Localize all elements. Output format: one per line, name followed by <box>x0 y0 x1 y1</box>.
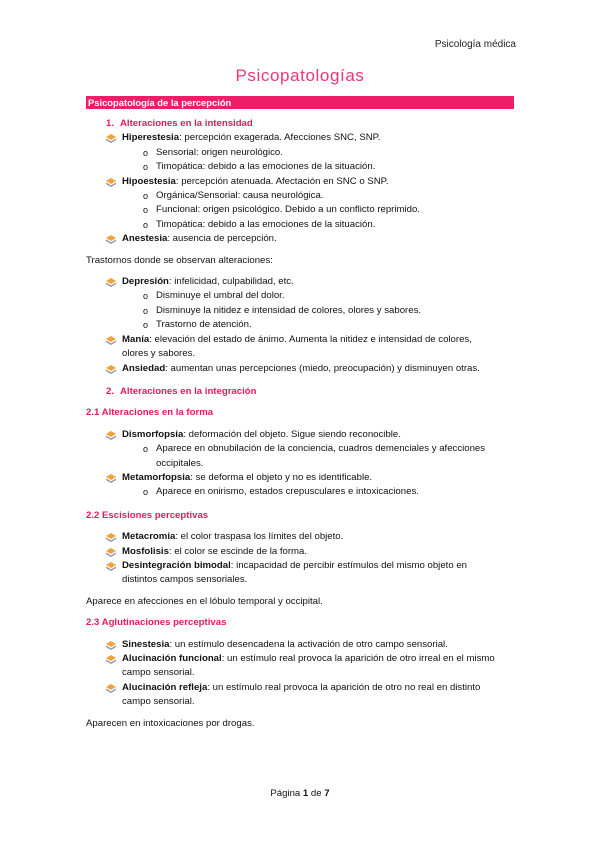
sub-item-continued: occipitales. <box>156 457 204 469</box>
circle-bullet-icon: o <box>143 305 149 316</box>
definition: : aumentan unas percepciones (miedo, preocupación) y disminuyen otras. <box>165 362 480 374</box>
term: Hipoestesia <box>122 175 176 187</box>
footer-prefix: Página <box>270 788 303 799</box>
definition-continued: campo sensorial. <box>122 667 195 679</box>
circle-bullet-icon: o <box>143 147 149 158</box>
book-bullet-icon <box>106 684 116 693</box>
term: Alucinación refleja <box>122 681 208 693</box>
definition: : el color se escinde de la forma. <box>168 545 308 557</box>
definition: : infelicidad, culpabilidad, etc. <box>168 276 294 288</box>
circle-bullet-icon: o <box>143 205 149 216</box>
term: Mosfolisis <box>122 545 169 557</box>
circle-bullet-icon: o <box>143 219 149 230</box>
book-bullet-icon <box>106 278 116 287</box>
definition: : deformación del objeto. Sigue siendo reconocible. <box>183 428 401 440</box>
definition: : percepción atenuada. Afectación en SNC o SNP. <box>175 175 389 187</box>
term: Ansiedad <box>122 362 166 374</box>
numbered-heading-2 <box>86 385 516 399</box>
term: Dismorfopsia <box>122 428 184 440</box>
definition-continued: campo sensorial. <box>122 696 195 708</box>
circle-bullet-icon: o <box>143 191 149 202</box>
sub-item <box>86 189 516 203</box>
list-item-alucinacion-funcional <box>86 652 516 666</box>
definition: : un estímulo real provoca la aparición de otro irreal en el mismo <box>221 653 495 664</box>
paragraph: Trastornos donde se observan alteraciones: <box>86 254 273 266</box>
definition: : elevación del estado de ánimo. Aumenta la nitidez e intensidad de colores, <box>149 333 472 345</box>
term: Metacromia <box>122 531 176 543</box>
sub-item-text: Aparece en obnubilación de la conciencia, cuadros demenciales y afecciones <box>156 443 486 455</box>
sub-item <box>86 218 516 232</box>
list-item-hipoestesia <box>86 175 516 189</box>
sub-item-text: Funcional: origen psicológico. Debido a un conflicto reprimido. <box>156 204 420 216</box>
book-bullet-icon <box>106 336 116 345</box>
sub-item <box>86 442 516 456</box>
term: Hiperestesia <box>122 132 180 144</box>
heading-label: Alteraciones en la integración <box>120 385 257 397</box>
sub-item <box>86 485 516 499</box>
sub-item <box>86 203 516 217</box>
circle-bullet-icon: o <box>143 162 149 173</box>
sub-item-text: Orgánica/Sensorial: causa neurológica. <box>156 190 324 202</box>
numbered-heading-1 <box>86 117 516 131</box>
term: Depresión <box>122 276 169 288</box>
book-bullet-icon <box>106 431 116 440</box>
sub-item <box>86 289 516 303</box>
book-bullet-icon <box>106 365 116 374</box>
list-item-mania <box>86 333 516 347</box>
definition: : un estímulo desencadena la activación de otro campo sensorial. <box>169 638 448 650</box>
subheading-2-1: 2.1 Alteraciones en la forma <box>86 407 214 419</box>
definition-continued: distintos campos sensoriales. <box>122 574 248 586</box>
sub-item-text: Timopática: debido a las emociones de la situación. <box>156 161 376 173</box>
subheading-2-2: 2.2 Escisiones perceptivas <box>86 509 209 521</box>
book-bullet-icon <box>106 562 116 571</box>
book-bullet-icon <box>106 235 116 244</box>
term: Metamorfopsia <box>122 471 191 483</box>
definition: : se deforma el objeto y no es identificable. <box>190 471 373 483</box>
sub-item-text: Disminuye el umbral del dolor. <box>156 290 285 302</box>
document-body <box>86 117 516 731</box>
heading-number: 2. <box>106 385 115 397</box>
term: Sinestesia <box>122 638 170 650</box>
list-item-alucinacion-refleja <box>86 681 516 695</box>
definition: : un estímulo real provoca la aparición de otro no real en distinto <box>207 681 481 693</box>
sub-item-text: Disminuye la nitidez e intensidad de colores, olores y sabores. <box>156 304 422 316</box>
list-item-ansiedad <box>86 362 516 376</box>
total-pages-number: 7 <box>324 788 330 799</box>
sub-item <box>86 318 516 332</box>
heading-label: Alteraciones en la intensidad <box>120 118 253 129</box>
definition-continued: olores y sabores. <box>122 348 196 360</box>
definition: : incapacidad de percibir estímulos del mismo objeto en <box>230 559 467 571</box>
page-title: Psicopatologías <box>235 66 365 85</box>
circle-bullet-icon: o <box>143 444 149 455</box>
term: Manía <box>122 333 150 345</box>
circle-bullet-icon: o <box>143 291 149 302</box>
list-item-sinestesia <box>86 638 516 652</box>
list-item-metacromia <box>86 530 516 544</box>
list-item-metamorfopsia <box>86 471 516 485</box>
book-bullet-icon <box>106 134 116 143</box>
sub-item <box>86 160 516 174</box>
circle-bullet-icon: o <box>143 320 149 331</box>
term: Anestesia <box>122 233 168 245</box>
page-footer <box>0 788 600 799</box>
circle-bullet-icon: o <box>143 487 149 498</box>
book-bullet-icon <box>106 655 116 664</box>
sub-item <box>86 304 516 318</box>
sub-item-text: Timopática: debido a las emociones de la situación. <box>156 218 376 230</box>
list-item-anestesia <box>86 232 516 246</box>
list-item-mosfolisis <box>86 545 516 559</box>
section-heading-bar: Psicopatología de la percepción <box>86 96 514 109</box>
paragraph: Aparecen en intoxicaciones por drogas. <box>86 717 255 729</box>
term: Alucinación funcional <box>122 653 222 664</box>
paragraph: Aparece en afecciones en el lóbulo temporal y occipital. <box>86 595 323 607</box>
footer-separator: de <box>308 788 325 799</box>
term: Desintegración bimodal <box>122 559 231 571</box>
definition: : ausencia de percepción. <box>167 233 277 245</box>
running-header: Psicología médica <box>434 39 516 50</box>
sub-item <box>86 146 516 160</box>
book-bullet-icon <box>106 474 116 483</box>
book-bullet-icon <box>106 178 116 187</box>
sub-item-text: Sensorial: origen neurológico. <box>156 146 283 158</box>
current-page-number: 1 <box>302 788 309 799</box>
subheading-2-3: 2.3 Aglutinaciones perceptivas <box>86 617 227 629</box>
book-bullet-icon <box>106 548 116 557</box>
list-item-hiperestesia <box>86 131 516 145</box>
book-bullet-icon <box>106 641 116 650</box>
book-bullet-icon <box>106 533 116 542</box>
definition: : el color traspasa los límites del objeto. <box>175 531 344 543</box>
sub-item-text: Aparece en onirismo, estados crepusculares e intoxicaciones. <box>156 486 419 498</box>
definition: : percepción exagerada. Afecciones SNC, SNP. <box>179 132 381 144</box>
sub-item-text: Trastorno de atención. <box>156 319 252 331</box>
list-item-depresion <box>86 275 516 289</box>
heading-number: 1. <box>106 118 115 129</box>
list-item-dismorfopsia <box>86 428 516 442</box>
list-item-desintegracion <box>86 559 516 573</box>
